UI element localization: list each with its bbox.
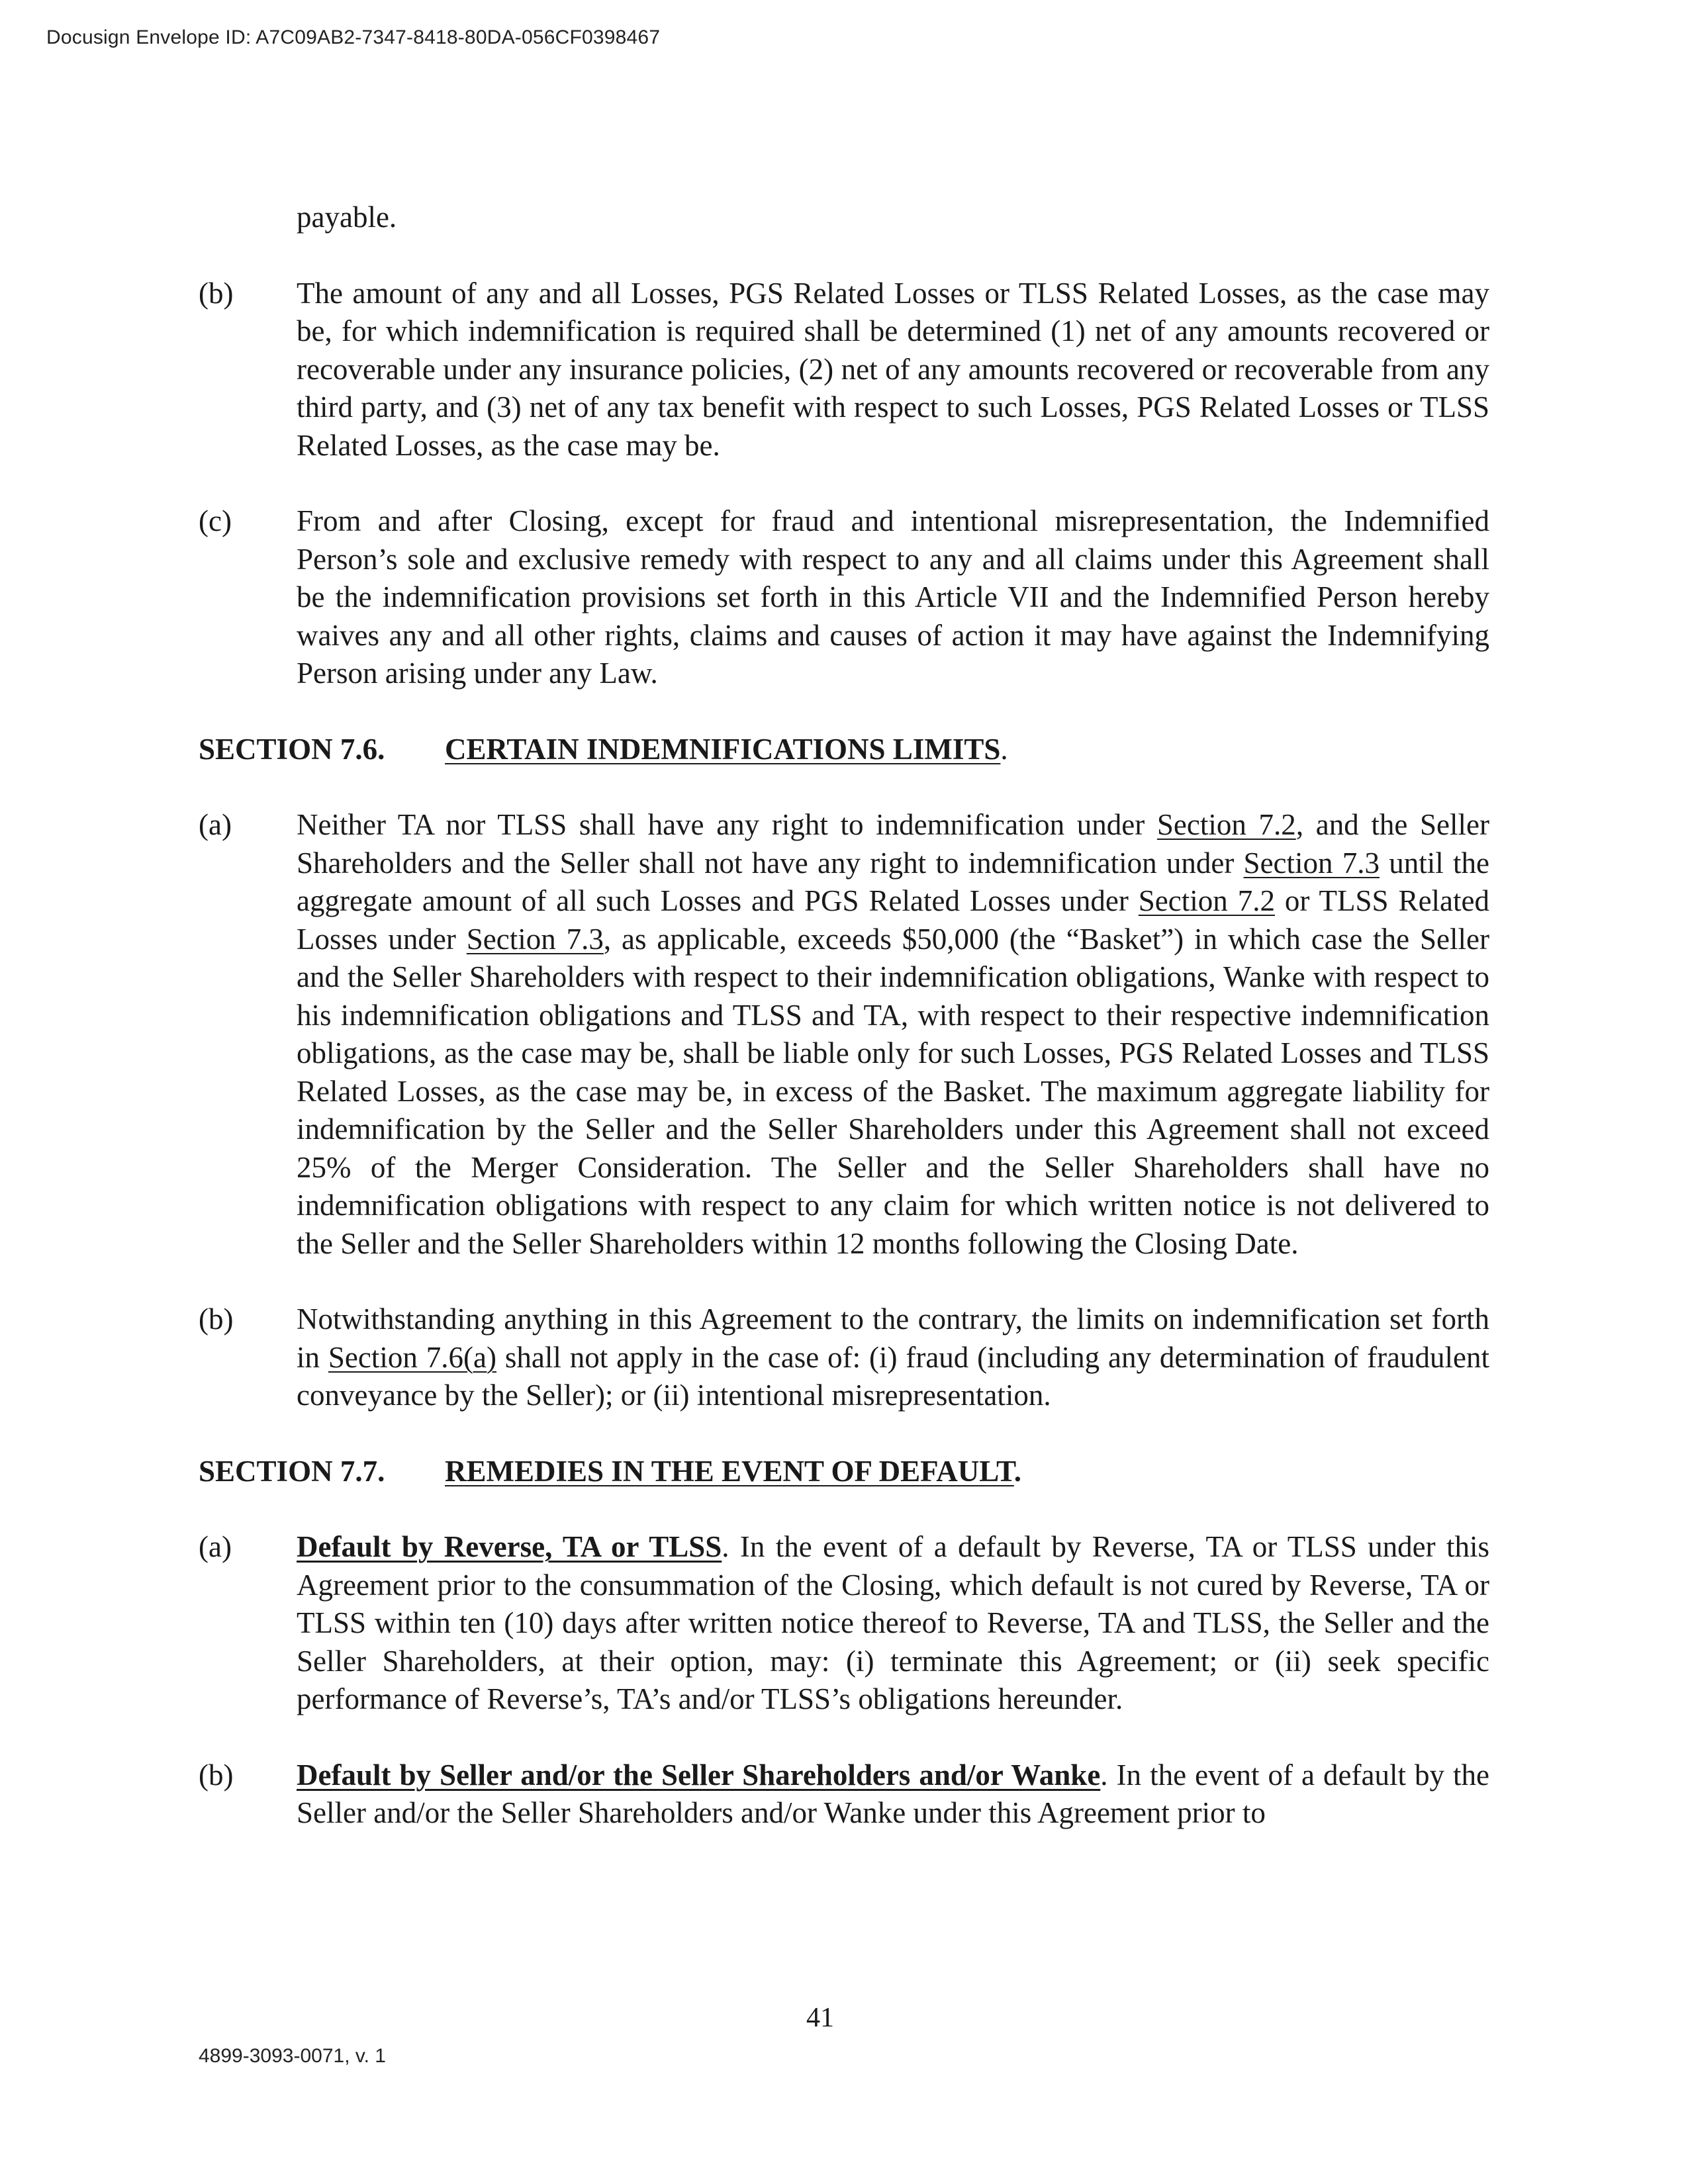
page-number: 41: [806, 2003, 834, 2033]
paragraph-text: shall not apply in the case of: (i) fraud (including any determination of fraudulent conveyance by the Seller); or (ii) intentional misrepresentation.: [297, 1340, 1490, 1412]
section-title-end: .: [1000, 732, 1008, 766]
paragraph-heading: Default by Reverse, TA or TLSS: [297, 1530, 722, 1563]
paragraph-a-basket: [199, 806, 1489, 1263]
paragraph-label: (b): [199, 1758, 234, 1792]
docusign-envelope-id: Docusign Envelope ID: A7C09AB2-7347-8418-80DA-056CF0398467: [46, 26, 661, 48]
section-number: SECTION 7.6.: [199, 732, 385, 766]
section-number: SECTION 7.7.: [199, 1454, 385, 1488]
paragraph-c-exclusive-remedy: [199, 502, 1489, 693]
paragraph-text: or TLSS Related Losses under: [297, 884, 1489, 956]
section-7-7-heading: [199, 1453, 1489, 1491]
section-7-6-heading: [199, 731, 1489, 769]
paragraph-label: (a): [199, 808, 232, 841]
section-reference-link[interactable]: Section 7.6(a): [328, 1340, 496, 1374]
document-id: 4899-3093-0071, v. 1: [199, 2045, 386, 2067]
paragraph-label: (a): [199, 1530, 232, 1563]
paragraph-a-default-reverse: [199, 1528, 1489, 1719]
section-reference-link[interactable]: Section 7.2: [1156, 808, 1296, 841]
paragraph-label: (b): [199, 1302, 234, 1336]
section-reference-link[interactable]: Section 7.3: [1243, 846, 1380, 880]
paragraph-heading: Default by Seller and/or the Seller Shareholders and/or Wanke: [297, 1758, 1101, 1792]
paragraph-text: The amount of any and all Losses, PGS Related Losses or TLSS Related Losses, as the case may be, for which indemnification is required shall be determined (1) net of any amounts recovered or recoverable under any insurance policies, (2) net of any amounts recovered or recoverable from any third party, and (3) net of any tax benefit with respect to such Losses, PGS Related Losses or TLSS Related Losses, as the case may be.: [297, 276, 1489, 462]
document-body: [199, 199, 1489, 1833]
paragraph-text: Notwithstanding anything in this Agreement to the contrary, the limits on indemnification set forth in: [297, 1302, 1489, 1374]
paragraph-text: until the aggregate amount of all such Losses and PGS Related Losses under: [297, 846, 1489, 917]
paragraph-text: . In the event of a default by Reverse, TA or TLSS under this Agreement prior to the consummation of the Closing, which default is not cured by Reverse, TA or TLSS within ten (10) days after written notice thereof to Reverse, TA and TLSS, the Seller and the Seller Shareholders, at their option, may: (i) terminate this Agreement; or (ii) seek specific performance of Reverse’s, TA’s and/or TLSS’s obligations hereunder.: [297, 1530, 1489, 1715]
paragraph-text: , and the Seller Shareholders and the Seller shall not have any right to indemnification under: [297, 808, 1489, 880]
section-title-end: .: [1013, 1454, 1022, 1488]
paragraph-text: , as applicable, exceeds $50,000 (the “Basket”) in which case the Seller and the Seller Shareholders with respect to their indemnification obligations, Wanke with respect to his indemnification obligations and TLSS and TA, with respect to their respective indemnification obligations, as the case may be, shall be liable only for such Losses, PGS Related Losses and TLSS Related Losses, as the case may be, in excess of the Basket. The maximum aggregate liability for indemnification by the Seller and the Seller Shareholders under this Agreement shall not exceed 25% of the Merger Consideration. The Seller and the Seller Shareholders shall have no indemnification obligations with respect to any claim for which written notice is not delivered to the Seller and the Seller Shareholders within 12 months following the Closing Date.: [297, 922, 1489, 1260]
paragraph-b-losses-net: [199, 275, 1489, 465]
section-reference-link[interactable]: Section 7.2: [1138, 884, 1275, 917]
paragraph-b-default-seller: [199, 1756, 1489, 1833]
paragraph-text: . In the event of a default by the Seller and/or the Seller Shareholders and/or Wanke under this Agreement prior to: [297, 1758, 1489, 1829]
section-title: CERTAIN INDEMNIFICATIONS LIMITS: [445, 732, 1001, 766]
paragraph-label: (b): [199, 276, 234, 310]
paragraph-label: (c): [199, 504, 232, 537]
section-reference-link[interactable]: Section 7.3: [466, 922, 604, 956]
paragraph-text: Neither TA nor TLSS shall have any right to indemnification under: [297, 808, 1157, 841]
continuation-text: payable.: [297, 201, 397, 234]
section-title: REMEDIES IN THE EVENT OF DEFAULT: [445, 1454, 1014, 1488]
paragraph-text: From and after Closing, except for fraud and intentional misrepresentation, the Indemnified Person’s sole and exclusive remedy with respect to any and all claims under this Agreement shall be the indemnification provisions set forth in this Article VII and the Indemnified Person hereby waives any and all other rights, claims and causes of action it may have against the Indemnifying Person arising under any Law.: [297, 504, 1489, 690]
paragraph-b-limits-exceptions: [199, 1300, 1489, 1415]
